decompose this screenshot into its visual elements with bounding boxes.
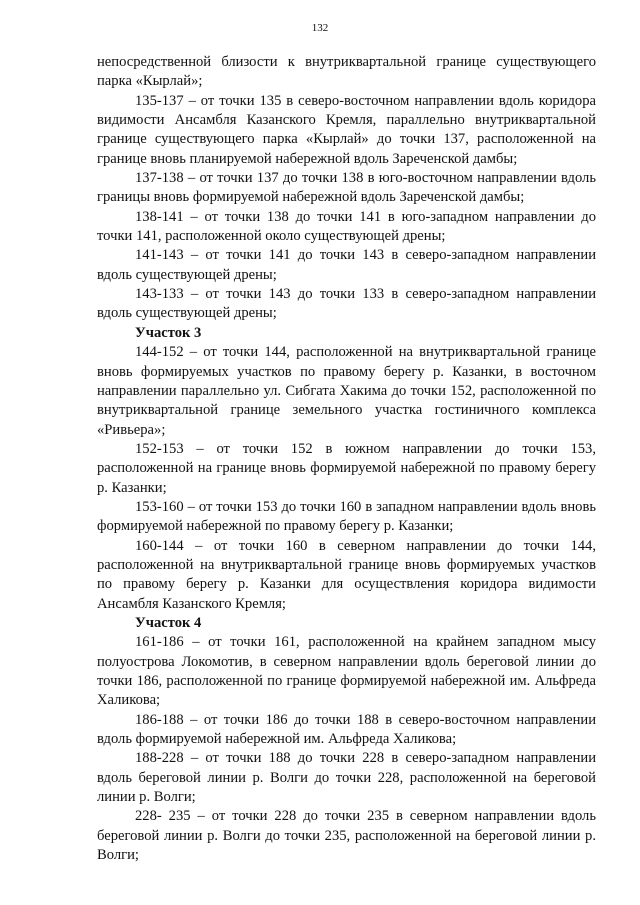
- paragraph-segment-137-138: 137-138 – от точки 137 до точки 138 в юго-восточном направлении вдоль границы вновь формируемой набережной вдоль Зареченской дамбы;: [97, 170, 596, 206]
- paragraph-segment-138-141: 138-141 – от точки 138 до точки 141 в юго-западном направлении до точки 141, расположенной около существующей дрены;: [97, 208, 596, 245]
- paragraph-segment-161-186: 161-186 – от точки 161, расположенной на крайнем западном мысу полуострова Локомотив, в северном направлении вдоль береговой линии до точки 186, расположенной по границе формируемой набережной им. Альфреда Халикова;: [97, 634, 596, 709]
- section-heading-plot-3: Участок 3: [135, 324, 202, 341]
- paragraph-segment-144-152: 144-152 – от точки 144, расположенной на внутриквартальной границе вновь формируемых участков по правому берегу р. Казанки, в восточном направлении параллельно ул. Сибгата Хакима до точки 152, расположенной по внутриквартальной границе земельного участка гостиничного комплекса «Ривьера»;: [97, 344, 596, 438]
- paragraph-segment-153-160: 153-160 – от точки 153 до точки 160 в западном направлении вдоль вновь формируемой набережной по правому берегу р. Казанки;: [97, 498, 596, 535]
- paragraph-segment-186-188: 186-188 – от точки 186 до точки 188 в северо-восточном направлении вдоль формируемой набережной им. Альфреда Халикова;: [97, 711, 596, 748]
- paragraph-segment-188-228: 188-228 – от точки 188 до точки 228 в северо-западном направлении вдоль береговой линии р. Волги до точки 228, расположенной на береговой линии р. Волги;: [97, 750, 596, 806]
- document-body: [97, 53, 596, 865]
- paragraph-segment-143-133: 143-133 – от точки 143 до точки 133 в северо-западном направлении вдоль существующей дрены;: [97, 286, 596, 322]
- paragraph-segment-135-137: 135-137 – от точки 135 в северо-восточном направлении вдоль коридора видимости Ансамбля Казанского Кремля, параллельно внутриквартальной границе существующего парка «Кырлай» до точки 137, расположенной на границе вновь планируемой набережной вдоль Зареченской дамбы;: [97, 92, 596, 167]
- paragraph-segment-228-235: 228- 235 – от точки 228 до точки 235 в северном направлении вдоль береговой линии р. Волги до точки 235, расположенной на береговой линии р. Волги;: [97, 808, 596, 864]
- page-number: 132: [311, 22, 329, 34]
- paragraph-segment-152-153: 152-153 – от точки 152 в южном направлении до точки 153, расположенной на границе вновь формируемой набережной по правому берегу р. Казанки;: [97, 440, 596, 496]
- paragraph-segment-160-144: 160-144 – от точки 160 в северном направлении до точки 144, расположенной на внутриквартальной границе вновь формируемых участков по правому берегу р. Казанки для осуществления коридора видимости Ансамбля Казанского Кремля;: [97, 537, 596, 612]
- paragraph-segment-141-143: 141-143 – от точки 141 до точки 143 в северо-западном направлении вдоль существующей дрены;: [97, 247, 596, 283]
- section-heading-plot-4: Участок 4: [135, 614, 202, 631]
- paragraph-continuation: непосредственной близости к внутриквартальной границе существующего парка «Кырлай»;: [97, 54, 596, 90]
